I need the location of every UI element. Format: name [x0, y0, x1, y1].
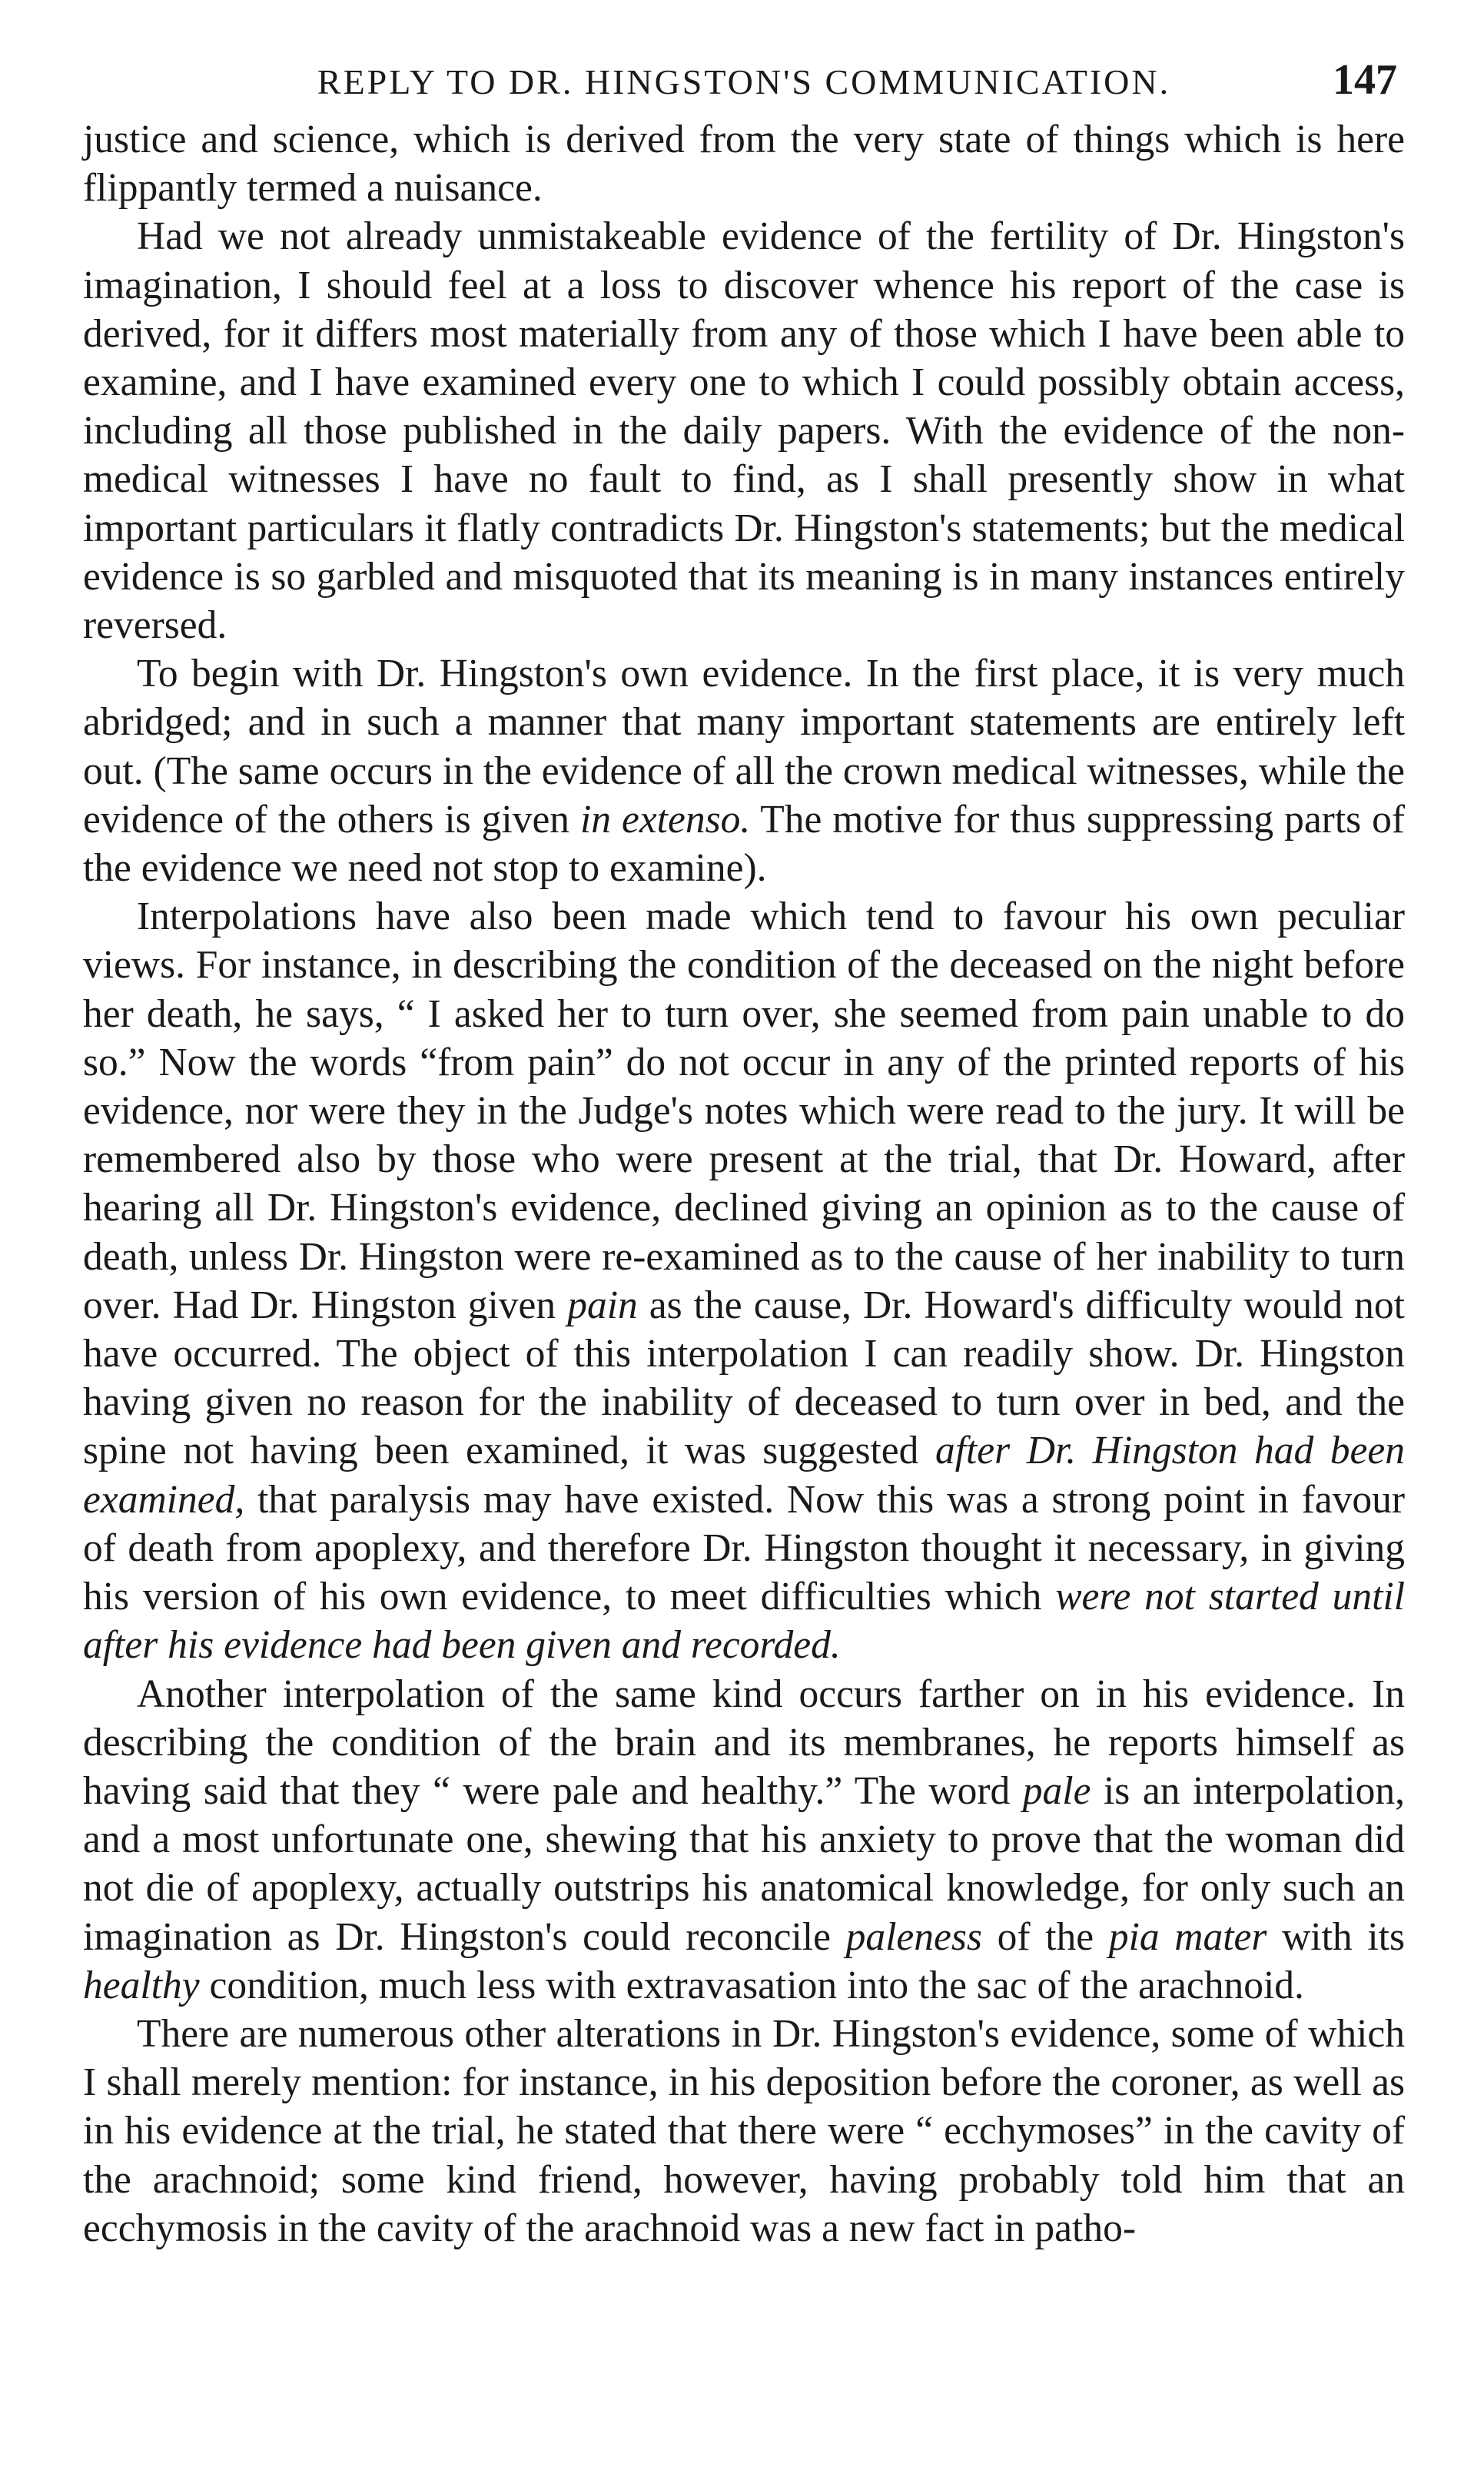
- text-run: There are numerous other alterations in Dr. Hingston's evidence, some of which I shall merely mention: for instance, in his deposition before the coroner, as well as in his evidence at the trial, he stated that there were “ ecchymoses” in the cavity of the arachnoid; some kind friend, however, having probably told him that an ecchymosis in the cavity of the arachnoid was a new fact in patho-: [83, 2011, 1405, 2250]
- page-number: 147: [1333, 56, 1397, 104]
- paragraph: [83, 115, 1405, 212]
- paragraph: [83, 212, 1405, 649]
- text-run: The motive for thus suppressing parts of the evidence we need not stop to examine).: [83, 797, 1405, 891]
- text-run: To begin with Dr. Hingston's own evidence. In the first place, it is very much abridged; and in such a manner that many important statements are entirely left out. (The same occurs in the evidence of all the crown medical witnesses, while the evidence of the others is given: [83, 652, 1405, 842]
- text-run: Another interpolation of the same kind occurs farther on in his evidence. In describing the condition of the brain and its membranes, he reports himself as having said that they “ were pale and healthy.” The word: [83, 1672, 1405, 1813]
- italic-text: healthy: [83, 1963, 200, 2007]
- text-run: justice and science, which is derived from the very state of things which is here flippantly termed a nuisance.: [83, 118, 1405, 211]
- italic-text: were not started until after his evidence had been given and recorded.: [83, 1575, 1405, 1668]
- italic-text: in extenso.: [579, 797, 751, 842]
- running-title: REPLY TO DR. HINGSTON'S COMMUNICATION.: [317, 62, 1171, 101]
- text-run: as the cause, Dr. Howard's difficulty would not have occurred. The object of this interpolation I can readily show. Dr. Hingston having given no reason for the inability of deceased to turn over in bed, and the spine not having been examined, it was suggested: [83, 1283, 1405, 1473]
- paragraph: [83, 2010, 1405, 2253]
- book-page: [83, 46, 1405, 2467]
- paragraph: [83, 649, 1405, 892]
- italic-text: pale: [1022, 1768, 1091, 1813]
- text-run: with its: [1267, 1914, 1405, 1959]
- text-run: of the: [981, 1914, 1109, 1959]
- body-text: [83, 115, 1405, 2253]
- text-run: Had we not already unmistakeable evidence of the fertility of Dr. Hingston's imagination, I should feel at a loss to discover whence his report of the case is derived, for it differs most materially from any of those which I have been able to examine, and I have examined every one to which I could possibly obtain access, including all those published in the daily papers. With the evidence of the non-medical witnesses I have no fault to find, as I shall presently show in what important particulars it flatly contradicts Dr. Hingston's statements; but the medical evidence is so garbled and misquoted that its meaning is in many instances entirely reversed.: [83, 214, 1405, 648]
- italic-text: paleness: [845, 1914, 982, 1959]
- italic-text: after Dr. Hingston had been examined,: [83, 1429, 1405, 1522]
- text-run: is an interpolation, and a most unfortunate one, shewing that his anxiety to prove that the woman did not die of apoplexy, actually outstrips his anatomical knowledge, for only such an imagination as Dr. Hingston's could reconcile: [83, 1768, 1405, 1959]
- paragraph: [83, 1670, 1405, 2010]
- text-run: condition, much less with extravasation into the sac of the arachnoid.: [199, 1963, 1304, 2007]
- text-run: that paralysis may have existed. Now this was a strong point in favour of death from apoplexy, and therefore Dr. Hingston thought it necessary, in giving his version of his own evidence, to meet difficulties which: [83, 1477, 1405, 1619]
- paragraph: [83, 892, 1405, 1669]
- running-head: [83, 46, 1405, 115]
- italic-text: pain: [567, 1283, 638, 1327]
- italic-text: pia mater: [1108, 1914, 1267, 1959]
- text-run: Interpolations have also been made which tend to favour his own peculiar views. For instance, in describing the condition of the deceased on the night before her death, he says, “ I asked her to turn over, she seemed from pain unable to do so.” Now the words “from pain” do not occur in any of the printed reports of his evidence, nor were they in the Judge's notes which were read to the jury. It will be remembered also by those who were present at the trial, that Dr. Howard, after hearing all Dr. Hingston's evidence, declined giving an opinion as to the cause of death, unless Dr. Hingston were re-examined as to the cause of her inability to turn over. Had Dr. Hingston given: [83, 895, 1405, 1327]
